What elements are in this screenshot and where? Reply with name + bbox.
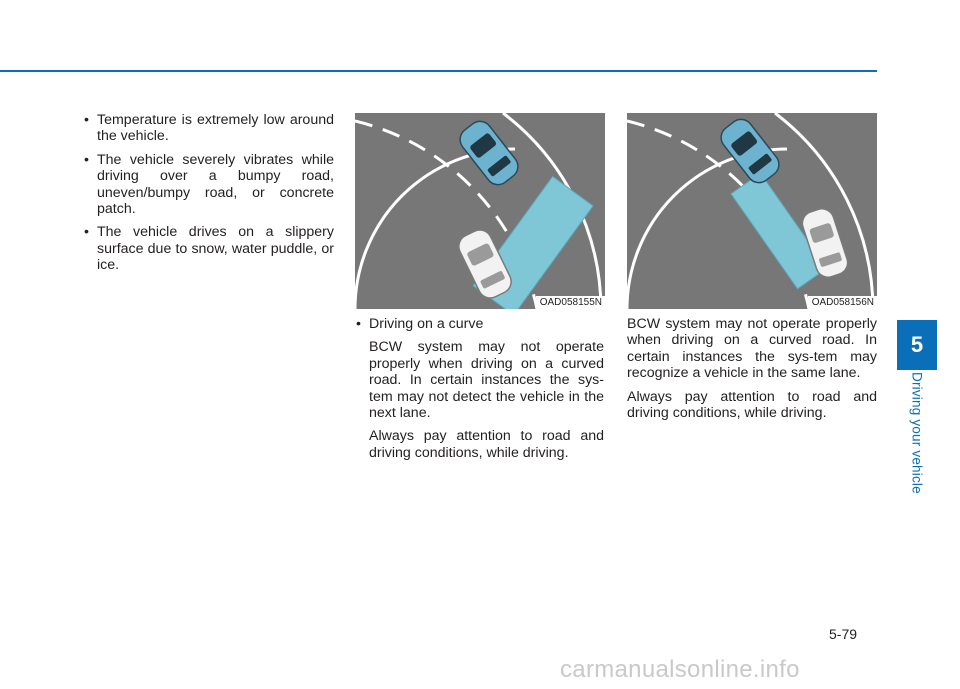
page-number: 5-79 [829,626,858,642]
curve-illustration-next-lane [355,113,605,309]
curve-illustration-same-lane [627,113,877,309]
chapter-title: Driving your vehicle [909,372,925,494]
list-item: • Driving on a curve [355,316,604,332]
paragraph: BCW system may not operate properly when driving on a curved road. In certain instances the sys-tem may not detect the vehicle in the next lane. [369,339,604,422]
list-item: • The vehicle severely vibrates while driving over a bumpy road, uneven/bumpy road, or concrete patch. [83,152,334,218]
road-diagram-1 [355,113,605,309]
watermark: carmanualsonline.info [560,656,800,683]
chapter-tab [897,320,937,370]
figure-code: OAD058156N [808,296,877,309]
paragraph: Always pay attention to road and driving conditions, while driving. [627,388,877,422]
right-column [627,316,877,428]
middle-column [355,316,604,468]
chapter-number: 5 [910,332,924,357]
list-item: • The vehicle drives on a slippery surface due to snow, water puddle, or ice. [83,224,334,273]
condition-list [83,112,334,274]
road-diagram-2 [627,113,877,309]
paragraph: BCW system may not operate properly when driving on a curved road. In certain instances the sys-tem may recognize a vehicle in the same lane. [627,316,877,382]
paragraph: Always pay attention to road and driving conditions, while driving. [369,428,604,461]
list-item: • Temperature is extremely low around the vehicle. [83,112,334,145]
figure-code: OAD058155N [536,296,605,309]
header-rule [0,70,877,72]
curve-list [355,316,604,332]
left-column [83,112,334,281]
